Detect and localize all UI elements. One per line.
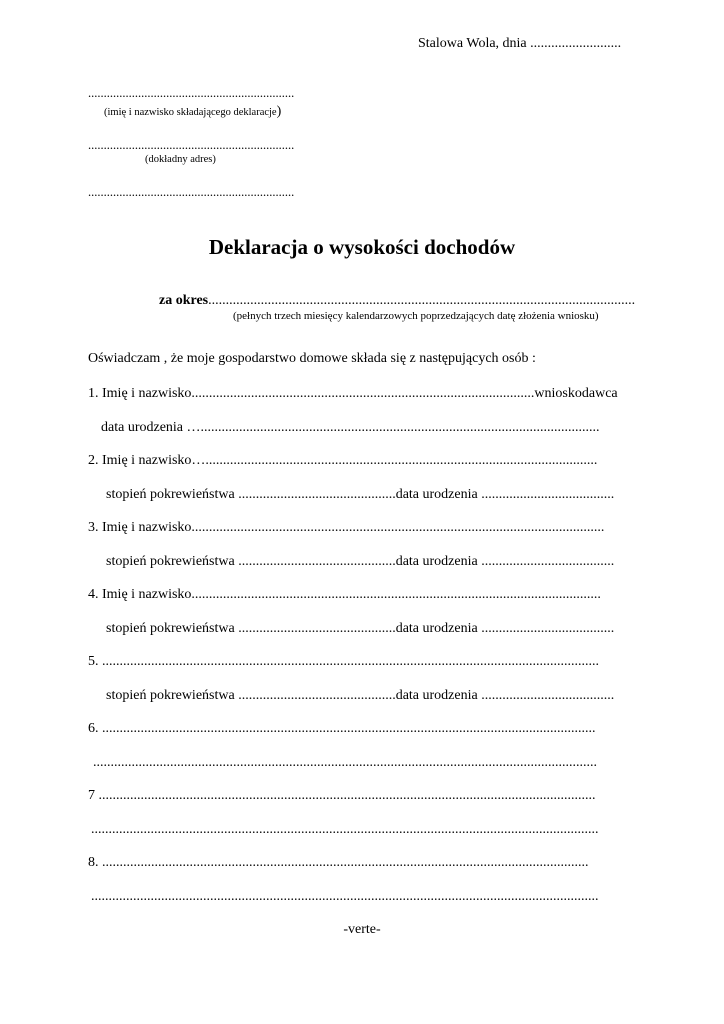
row-8-second: ................................................................................................................................................. xyxy=(91,889,599,904)
row-3-name: 3. Imię i nazwisko...................................................................................................................... xyxy=(88,520,605,535)
row-4-relation: stopień pokrewieństwa .............................................data urodzenia ...................................... xyxy=(106,621,615,636)
period-caption: (pełnych trzech miesięcy kalendarzowych poprzedzających datę złożenia wniosku) xyxy=(233,310,599,322)
row-6-second: ................................................................................................................................................ xyxy=(93,755,597,770)
applicant-name-caption-close: ) xyxy=(276,104,282,119)
address-line-1: .................................................................. xyxy=(88,138,295,152)
applicant-name-caption-text: (imię i nazwisko składającego deklaracje xyxy=(104,107,277,118)
row-7-first: 7 .............................................................................................................................................. xyxy=(88,788,596,803)
row-4-name: 4. Imię i nazwisko..................................................................................................................... xyxy=(88,587,601,602)
row-7-second: ................................................................................................................................................. xyxy=(91,822,599,837)
row-2-name: 2. Imię i nazwisko…................................................................................................................ xyxy=(88,453,598,468)
row-3-relation: stopień pokrewieństwa .............................................data urodzenia ...................................... xyxy=(106,554,615,569)
row-5-name: 5. .............................................................................................................................................. xyxy=(88,654,599,669)
place-date: Stalowa Wola, dnia .......................... xyxy=(418,36,622,51)
period-dots: .......................................................................................................................... xyxy=(208,293,636,308)
applicant-name-caption xyxy=(104,105,281,119)
period-label: za okres xyxy=(159,293,209,308)
row-1-name: 1. Imię i nazwisko..................................................................................................wnioskodawca xyxy=(88,386,618,401)
row-8-first: 8. ........................................................................................................................................... xyxy=(88,855,589,870)
document-title: Deklaracja o wysokości dochodów xyxy=(208,235,516,259)
row-6-first: 6. ............................................................................................................................................. xyxy=(88,721,596,736)
row-1-birth: data urodzenia ….................................................................................................................. xyxy=(101,420,600,435)
statement-text: Oświadczam , że moje gospodarstwo domowe składa się z następujących osób : xyxy=(88,351,536,366)
address-line-2: .................................................................. xyxy=(88,185,295,199)
footer-verte: -verte- xyxy=(343,922,381,937)
period-line xyxy=(159,293,635,309)
address-caption: (dokładny adres) xyxy=(145,154,216,165)
row-2-relation: stopień pokrewieństwa .............................................data urodzenia ...................................... xyxy=(106,487,615,502)
applicant-name-line: .................................................................. xyxy=(88,86,295,100)
row-5-relation: stopień pokrewieństwa .............................................data urodzenia ...................................... xyxy=(106,688,615,703)
